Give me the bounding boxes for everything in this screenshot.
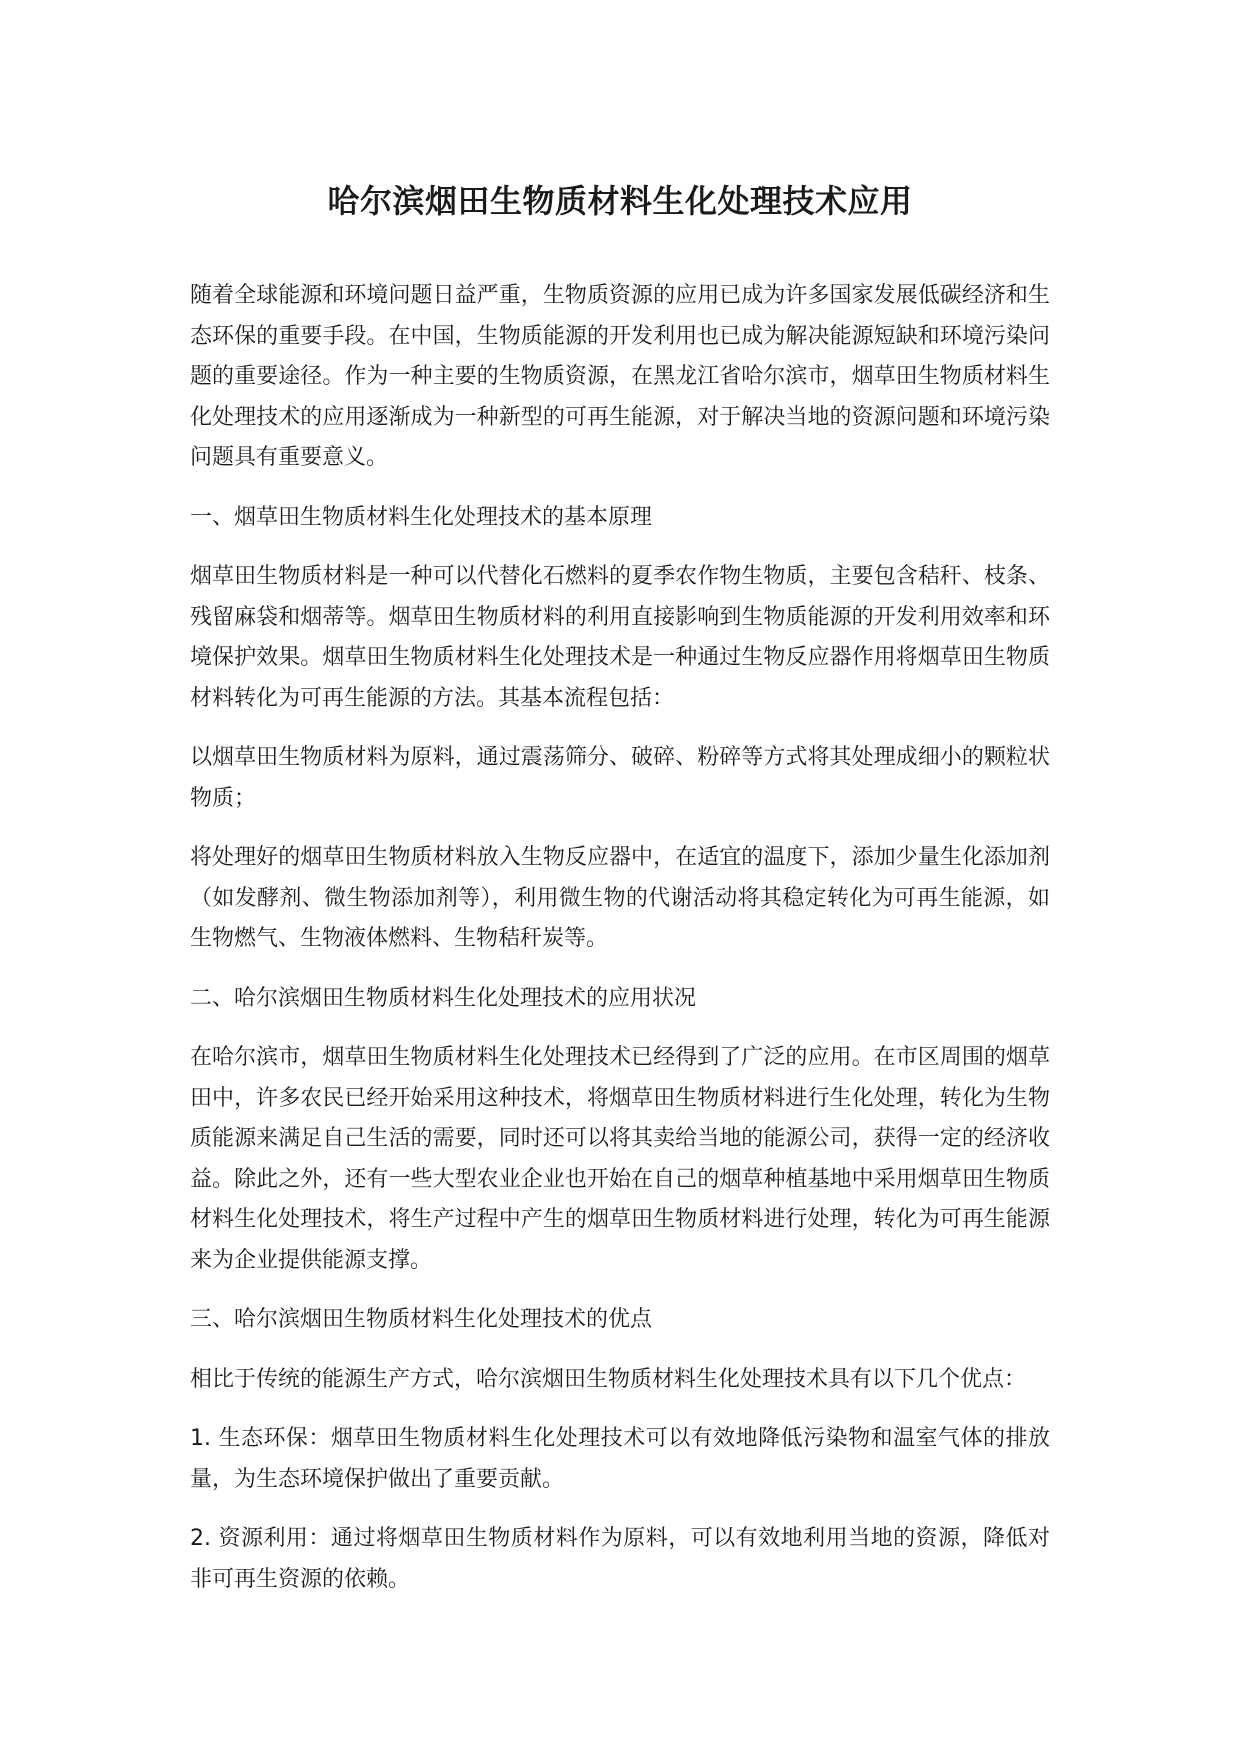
advantages-intro-paragraph: 相比于传统的能源生产方式，哈尔滨烟田生物质材料生化处理技术具有以下几个优点： <box>190 1366 1027 1392</box>
document-title: 哈尔滨烟田生物质材料生化处理技术应用 <box>327 182 913 220</box>
section-heading-1: 一、烟草田生物质材料生化处理技术的基本原理 <box>190 504 653 530</box>
document-page <box>190 170 1080 1619</box>
section-heading-3: 三、哈尔滨烟田生物质材料生化处理技术的优点 <box>190 1307 653 1332</box>
principle-paragraph: 烟草田生物质材料是一种可以代替化石燃料的夏季农作物生物质，主要包含秸秆、枝条、残留麻袋和烟蒂等。烟草田生物质材料的利用直接影响到生物质能源的开发利用效率和环境保护效果。烟草田生物质材料生化处理技术是一种通过生物反应器作用将烟草田生物质材料转化为可再生能源的方法。其基本流程包括： <box>190 564 1050 711</box>
section-heading-2: 二、哈尔滨烟田生物质材料生化处理技术的应用状况 <box>190 985 697 1011</box>
process-step-2-paragraph: 将处理好的烟草田生物质材料放入生物反应器中，在适宜的温度下，添加少量生化添加剂（如发酵剂、微生物添加剂等），利用微生物的代谢活动将其稳定转化为可再生能源，如生物燃气、生物液体燃料、生物秸秆炭等。 <box>190 845 1050 951</box>
advantage-item-1: 1. 生态环保：烟草田生物质材料生化处理技术可以有效地降低污染物和温室气体的排放量，为生态环境保护做出了重要贡献。 <box>190 1426 1050 1492</box>
application-paragraph: 在哈尔滨市，烟草田生物质材料生化处理技术已经得到了广泛的应用。在市区周围的烟草田中，许多农民已经开始采用这种技术，将烟草田生物质材料进行生化处理，转化为生物质能源来满足自己生活的需要，同时还可以将其卖给当地的能源公司，获得一定的经济收益。除此之外，还有一些大型农业企业也开始在自己的烟草种植基地中采用烟草田生物质材料生化处理技术，将生产过程中产生的烟草田生物质材料进行处理，转化为可再生能源来为企业提供能源支撑。 <box>190 1045 1050 1273</box>
process-step-1-paragraph: 以烟草田生物质材料为原料，通过震荡筛分、破碎、粉碎等方式将其处理成细小的颗粒状物质； <box>190 745 1050 811</box>
advantage-item-2: 2. 资源利用：通过将烟草田生物质材料作为原料，可以有效地利用当地的资源，降低对非可再生资源的依赖。 <box>190 1526 1050 1592</box>
intro-paragraph: 随着全球能源和环境问题日益严重，生物质资源的应用已成为许多国家发展低碳经济和生态环保的重要手段。在中国，生物质能源的开发利用也已成为解决能源短缺和环境污染问题的重要途径。作为一种主要的生物质资源，在黑龙江省哈尔滨市，烟草田生物质材料生化处理技术的应用逐渐成为一种新型的可再生能源，对于解决当地的资源问题和环境污染问题具有重要意义。 <box>190 283 1050 470</box>
